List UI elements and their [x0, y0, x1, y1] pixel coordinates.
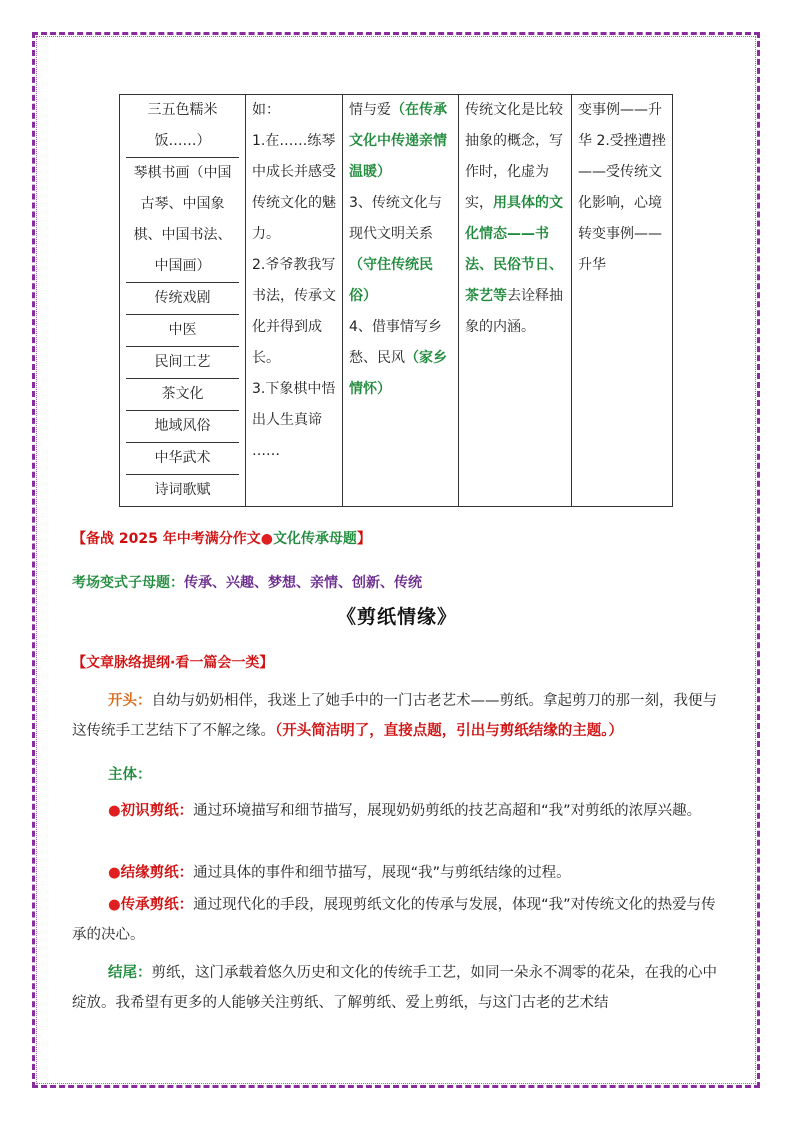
essay-title: 《剪纸情缘》 — [336, 606, 457, 628]
sub-topics — [72, 572, 422, 592]
table-cell: 琴棋书画（中国古琴、中国象棋、中国书法、中国画） — [126, 158, 239, 283]
table-cell: 诗词歌赋 — [154, 482, 211, 498]
bullet-icon: ● — [108, 897, 121, 913]
ending-text: 剪纸，这门承载着悠久历史和文化的传统手工艺，如同一朵永不凋零的花朵，在我的心中绽放。我希望有更多的人能够关注剪纸、了解剪纸、爱上剪纸，与这门古老的艺术结 — [72, 965, 717, 1011]
table-col-topics — [120, 95, 246, 507]
table-text: 4、借事情写乡愁、民风 — [349, 319, 442, 366]
point-text: 通过具体的事件和细节描写，展现“我”与剪纸结缘的过程。 — [193, 865, 571, 881]
table-text: 变事例——升华 2.受挫遭挫——受传统文化影响，心境转变事例——升华 — [578, 102, 666, 273]
table-col-structure — [572, 95, 673, 507]
table-highlight: （在传承文化中传递亲情温暖） — [349, 102, 447, 180]
table-text: 3、传统文化与现代文明关系 — [349, 195, 442, 242]
opening-note: （开头简洁明了，直接点题，引出与剪纸结缘的主题。） — [275, 723, 623, 739]
opening-label: 开头： — [108, 693, 152, 709]
opening-text: 自幼与奶奶相伴，我迷上了她手中的一门古老艺术——剪纸。拿起剪刀的那一刻，我便与这传统手工艺结下了不解之缘。 — [72, 693, 717, 739]
section-title-right: 】 — [356, 531, 371, 547]
ending-paragraph — [72, 958, 722, 1018]
table-text: 3.下象棋中悟出人生真谛 — [252, 381, 336, 428]
point-text: 通过环境描写和细节描写，展现奶奶剪纸的技艺高超和“我”对剪纸的浓厚兴趣。 — [193, 803, 702, 819]
table-cell: 传统戏剧 — [126, 283, 239, 315]
sub-topics-items: 传承、兴趣、梦想、亲情、创新、传统 — [184, 575, 422, 591]
table-cell: 中医 — [126, 315, 239, 347]
table-text: …… — [252, 443, 280, 459]
point-item — [72, 858, 722, 888]
table-text: 1.在……练琴中成长并感受传统文化的魅力。 — [252, 133, 336, 242]
bullet-icon: ● — [108, 803, 121, 819]
table-text: 2.爷爷教我写书法，传承文化并得到成长。 — [252, 257, 336, 366]
outline-heading: 【文章脉络提纲·看一篇会一类】 — [72, 655, 274, 671]
body-heading — [72, 760, 722, 790]
table-text: 如： — [252, 102, 280, 118]
point-label: 传承剪纸： — [120, 897, 194, 913]
table-cell: 三五色糯米饭……） — [126, 95, 239, 158]
table-cell: 茶文化 — [126, 379, 239, 411]
point-item — [72, 796, 722, 826]
table-col-themes — [343, 95, 459, 507]
opening-paragraph — [72, 686, 722, 746]
point-item — [72, 890, 722, 950]
table-cell: 中华武术 — [126, 443, 239, 475]
table-text: 传统文化是比较抽象的概念，写作时，化虚为实， — [465, 102, 563, 211]
table-text: 情与爱 — [349, 102, 391, 118]
table-col-method — [459, 95, 572, 507]
section-title-topic: 文化传承母题 — [272, 531, 357, 547]
table-highlight: （家乡情怀） — [349, 350, 447, 397]
topic-table — [119, 94, 673, 507]
point-label: 初识剪纸： — [120, 803, 194, 819]
table-highlight: （守住传统民俗） — [349, 257, 433, 304]
point-label: 结缘剪纸： — [120, 865, 194, 881]
table-cell: 地域风俗 — [126, 411, 239, 443]
point-text: 通过现代化的手段，展现剪纸文化的传承与发展，体现“我”对传统文化的热爱与传承的决心。 — [72, 897, 716, 943]
table-col-examples — [246, 95, 343, 507]
section-title — [72, 528, 371, 548]
body-label: 主体： — [108, 767, 152, 783]
bullet-icon: ● — [260, 531, 273, 547]
ending-label: 结尾： — [108, 965, 152, 981]
table-cell: 民间工艺 — [126, 347, 239, 379]
table-text: 去诠释抽象的内涵。 — [465, 288, 563, 335]
sub-topics-label: 考场变式子母题： — [72, 575, 184, 591]
table-highlight: 用具体的文化情态——书法、民俗节日、茶艺等 — [465, 195, 563, 304]
bullet-icon: ● — [108, 865, 121, 881]
section-title-left: 【备战 2025 年中考满分作文 — [72, 531, 261, 547]
